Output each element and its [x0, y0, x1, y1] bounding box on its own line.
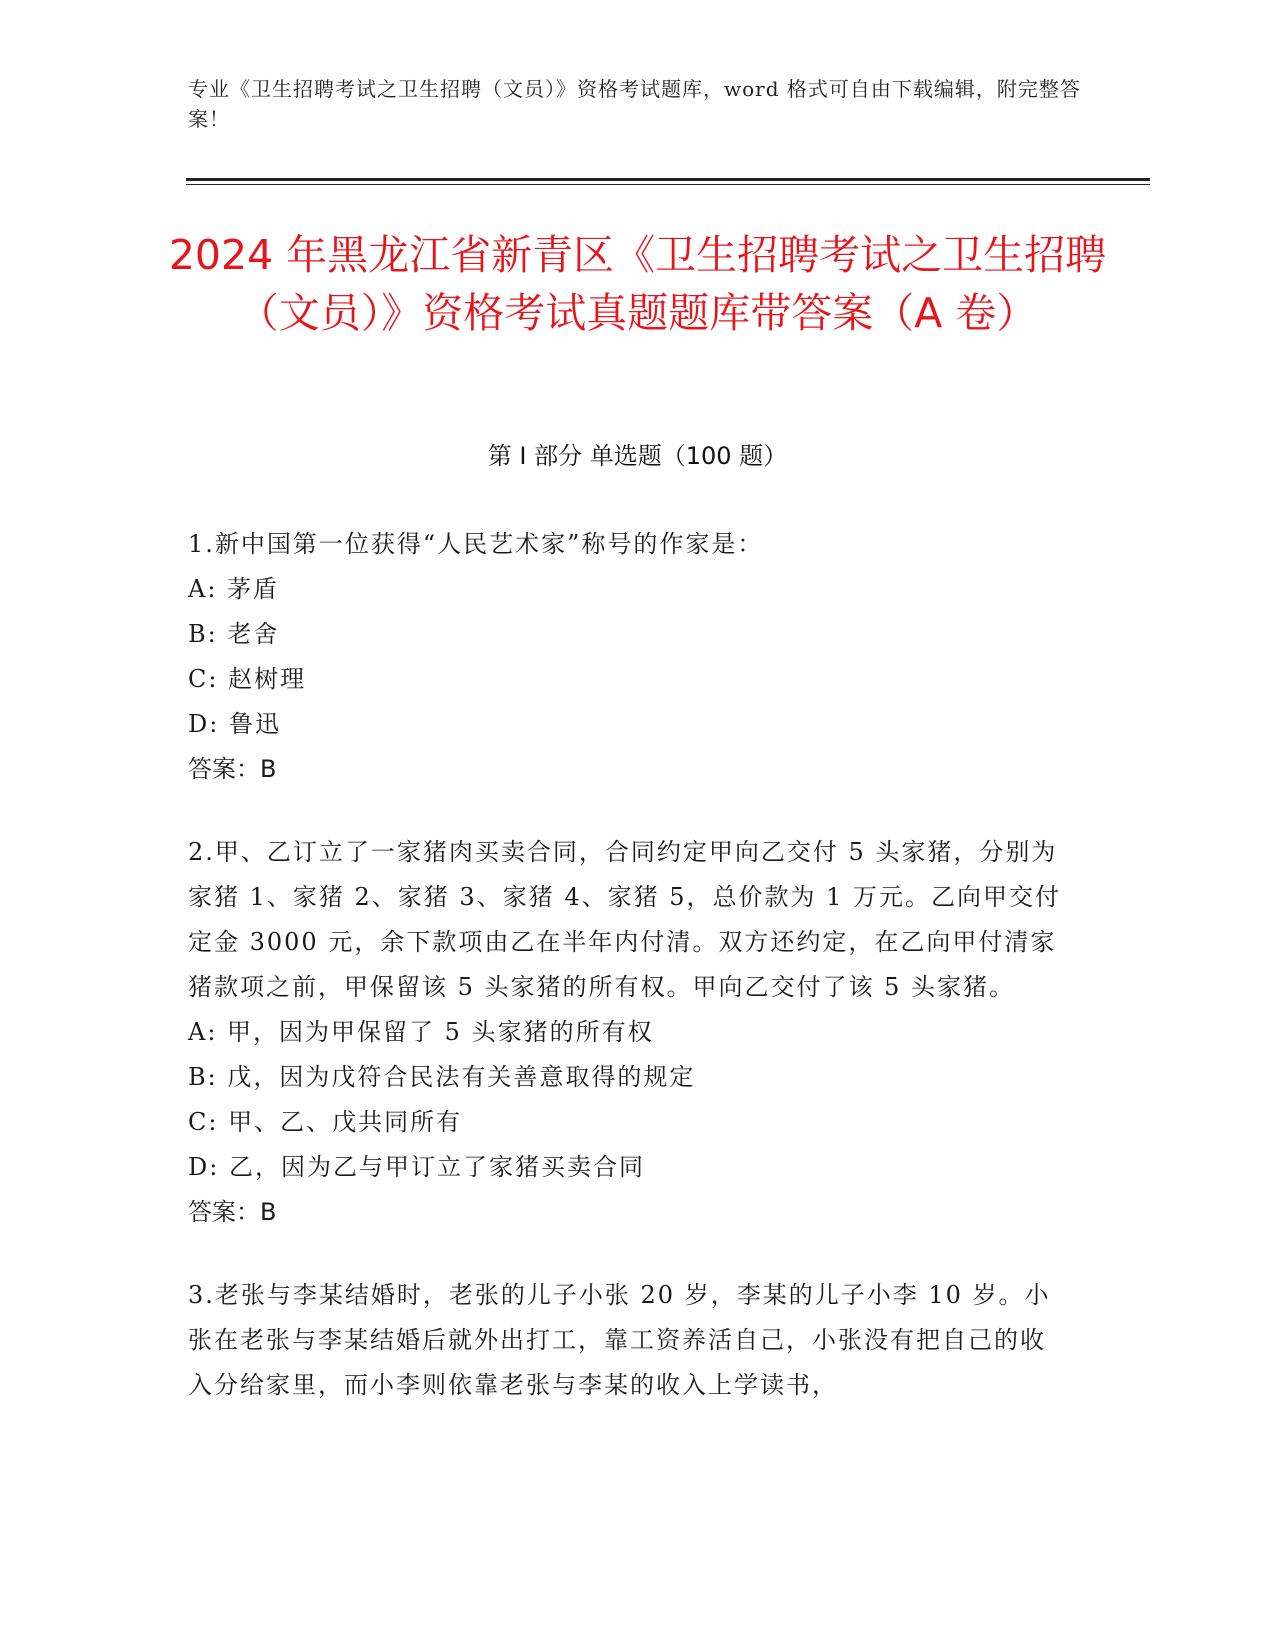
option-a: A: 甲，因为甲保留了 5 头家猪的所有权 — [188, 1018, 654, 1046]
question-stem: 1.新中国第一位获得“人民艺术家”称号的作家是： — [188, 530, 764, 558]
question-stem: 2.甲、乙订立了一家猪肉买卖合同，合同约定甲向乙交付 5 头家猪，分别为家猪 1、家猪 2、家猪 3、家猪 4、家猪 5，总价款为 1 万元。乙向甲交付定金 3000 元，余下款项由乙在半年内付清。双方还约定，在乙向甲付清家猪款项之前，甲保留该 5 头家猪的所有权。甲向乙交付了该 5 头家猪。 — [188, 838, 1062, 1001]
section-heading: 第 I 部分 单选题（100 题） — [487, 442, 788, 470]
option-c: C: 甲、乙、戊共同所有 — [188, 1108, 463, 1136]
question-2 — [188, 830, 1068, 1235]
header-note: 专业《卫生招聘考试之卫生招聘（文员）》资格考试题库，word 格式可自由下载编辑，附完整答案！ — [188, 77, 1081, 131]
option-b: B: 老舍 — [188, 620, 280, 648]
option-d: D: 乙，因为乙与甲订立了家猪买卖合同 — [188, 1153, 645, 1181]
header-divider-thin — [186, 184, 1150, 185]
answer: 答案：B — [188, 1198, 277, 1226]
option-a: A: 茅盾 — [188, 575, 280, 603]
header-divider-thick — [186, 178, 1150, 181]
document-title: 2024 年黑龙江省新青区《卫生招聘考试之卫生招聘（文员）》资格考试真题题库带答案（A 卷） — [168, 231, 1107, 337]
question-1 — [188, 522, 1068, 792]
option-b: B: 戊，因为戊符合民法有关善意取得的规定 — [188, 1063, 696, 1091]
option-c: C: 赵树理 — [188, 665, 307, 693]
question-list — [188, 522, 1068, 1446]
question-stem: 3.老张与李某结婚时，老张的儿子小张 20 岁，李某的儿子小李 10 岁。小张在老张与李某结婚后就外出打工，靠工资养活自己，小张没有把自己的收入分给家里，而小李则依靠老张与李某的收入上学读书， — [188, 1281, 1051, 1399]
option-d: D: 鲁迅 — [188, 710, 281, 738]
answer: 答案：B — [188, 755, 277, 783]
question-3 — [188, 1273, 1068, 1408]
